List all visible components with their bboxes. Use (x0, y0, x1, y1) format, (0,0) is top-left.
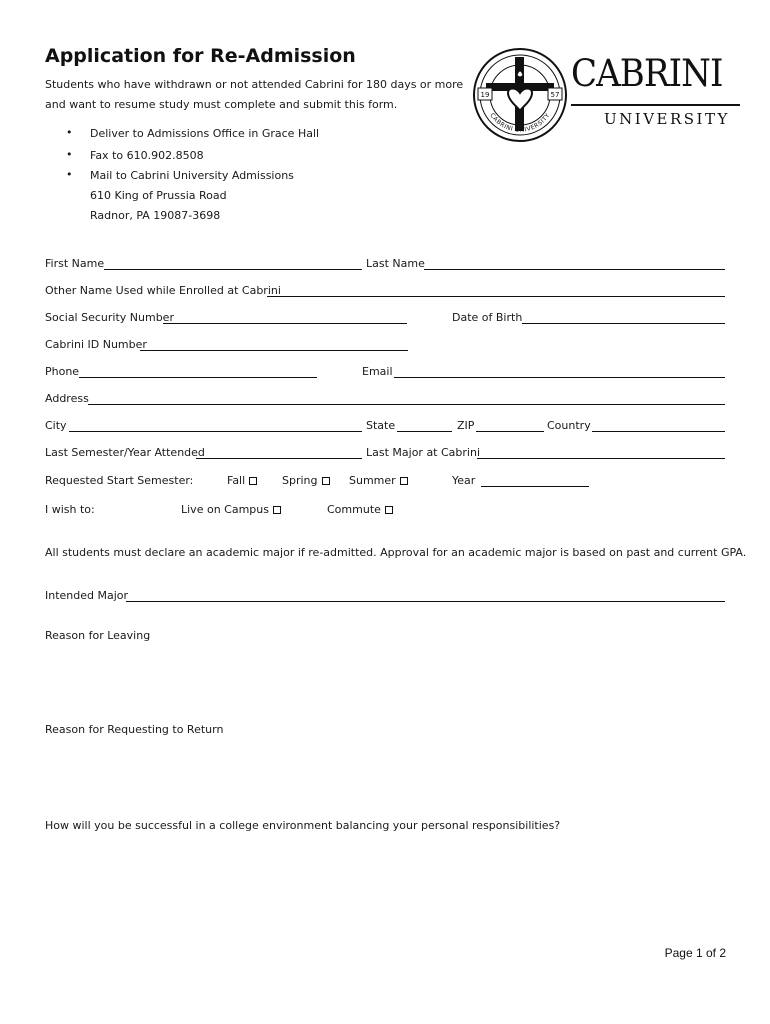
ssn-label: Social Security Number (45, 311, 174, 324)
declare-major-note: All students must declare an academic major if re-admitted. Approval for an academic major is based on past and current GPA. (45, 546, 747, 559)
spring-option[interactable] (282, 474, 330, 487)
last-semester-field[interactable] (196, 458, 362, 459)
logo-subtitle: UNIVERSITY (604, 110, 730, 128)
intro-line-1: Students who have withdrawn or not attended Cabrini for 180 days or more (45, 78, 464, 91)
year-label: Year (452, 474, 476, 487)
success-answer-area[interactable] (45, 838, 725, 934)
cabrini-id-label: Cabrini ID Number (45, 338, 147, 351)
city-field[interactable] (69, 431, 362, 432)
fall-label: Fall (227, 474, 246, 487)
success-question-label: How will you be successful in a college environment balancing your personal responsibilities? (45, 819, 561, 832)
country-field[interactable] (592, 431, 725, 432)
summer-checkbox[interactable] (400, 477, 408, 485)
intended-major-label: Intended Major (45, 589, 129, 602)
live-on-campus-checkbox[interactable] (273, 506, 281, 514)
last-semester-label: Last Semester/Year Attended (45, 446, 205, 459)
year-field[interactable] (481, 486, 589, 487)
email-label: Email (362, 365, 393, 378)
phone-field[interactable] (79, 377, 317, 378)
ssn-field[interactable] (163, 323, 407, 324)
reason-return-label: Reason for Requesting to Return (45, 723, 224, 736)
first-name-label: First Name (45, 257, 105, 270)
last-major-label: Last Major at Cabrini (366, 446, 481, 459)
bullet-icon: • (66, 168, 73, 181)
university-seal-logo (472, 47, 568, 143)
page-number: Page 1 of 2 (664, 946, 726, 960)
requested-start-label: Requested Start Semester: (45, 474, 194, 487)
dob-field[interactable] (522, 323, 725, 324)
logo-wordmark: CABRINI (571, 52, 723, 95)
zip-field[interactable] (476, 431, 544, 432)
phone-label: Phone (45, 365, 80, 378)
live-on-campus-option[interactable] (181, 503, 281, 516)
last-name-label: Last Name (366, 257, 425, 270)
logo-divider (571, 104, 740, 106)
intro-line-2: and want to resume study must complete and submit this form. (45, 98, 398, 111)
summer-option[interactable] (349, 474, 408, 487)
first-name-field[interactable] (104, 269, 362, 270)
country-label: Country (547, 419, 591, 432)
address-field[interactable] (88, 404, 725, 405)
bullet-icon: • (66, 148, 73, 161)
dob-label: Date of Birth (452, 311, 523, 324)
delivery-item-fax: Fax to 610.902.8508 (90, 149, 204, 162)
other-name-field[interactable] (267, 296, 725, 297)
cabrini-id-field[interactable] (140, 350, 408, 351)
state-label: State (366, 419, 396, 432)
mail-address-line-2: Radnor, PA 19087-3698 (90, 209, 221, 222)
reason-leaving-area[interactable] (45, 648, 725, 712)
address-label: Address (45, 392, 89, 405)
mail-address-line-1: 610 King of Prussia Road (90, 189, 227, 202)
seal-text: CABRINI UNIVERSITY (488, 112, 552, 134)
commute-option[interactable] (327, 503, 393, 516)
wish-label: I wish to: (45, 503, 95, 516)
delivery-item-grace-hall: Deliver to Admissions Office in Grace Hall (90, 127, 320, 140)
summer-label: Summer (349, 474, 396, 487)
fall-option[interactable] (227, 474, 257, 487)
state-field[interactable] (397, 431, 452, 432)
seal-year-left: 19 (480, 91, 490, 99)
seal-year-right: 57 (550, 91, 560, 99)
last-major-field[interactable] (477, 458, 725, 459)
bullet-icon: • (66, 126, 73, 139)
email-field[interactable] (394, 377, 725, 378)
commute-label: Commute (327, 503, 381, 516)
intended-major-field[interactable] (126, 601, 725, 602)
zip-label: ZIP (457, 419, 475, 432)
fall-checkbox[interactable] (249, 477, 257, 485)
city-label: City (45, 419, 67, 432)
reason-leaving-label: Reason for Leaving (45, 629, 151, 642)
live-on-campus-label: Live on Campus (181, 503, 269, 516)
last-name-field[interactable] (424, 269, 725, 270)
reason-return-area[interactable] (45, 742, 725, 808)
page-title: Application for Re-Admission (45, 45, 356, 67)
delivery-item-mail: Mail to Cabrini University Admissions (90, 169, 294, 182)
other-name-label: Other Name Used while Enrolled at Cabrini (45, 284, 281, 297)
commute-checkbox[interactable] (385, 506, 393, 514)
spring-label: Spring (282, 474, 318, 487)
spring-checkbox[interactable] (322, 477, 330, 485)
